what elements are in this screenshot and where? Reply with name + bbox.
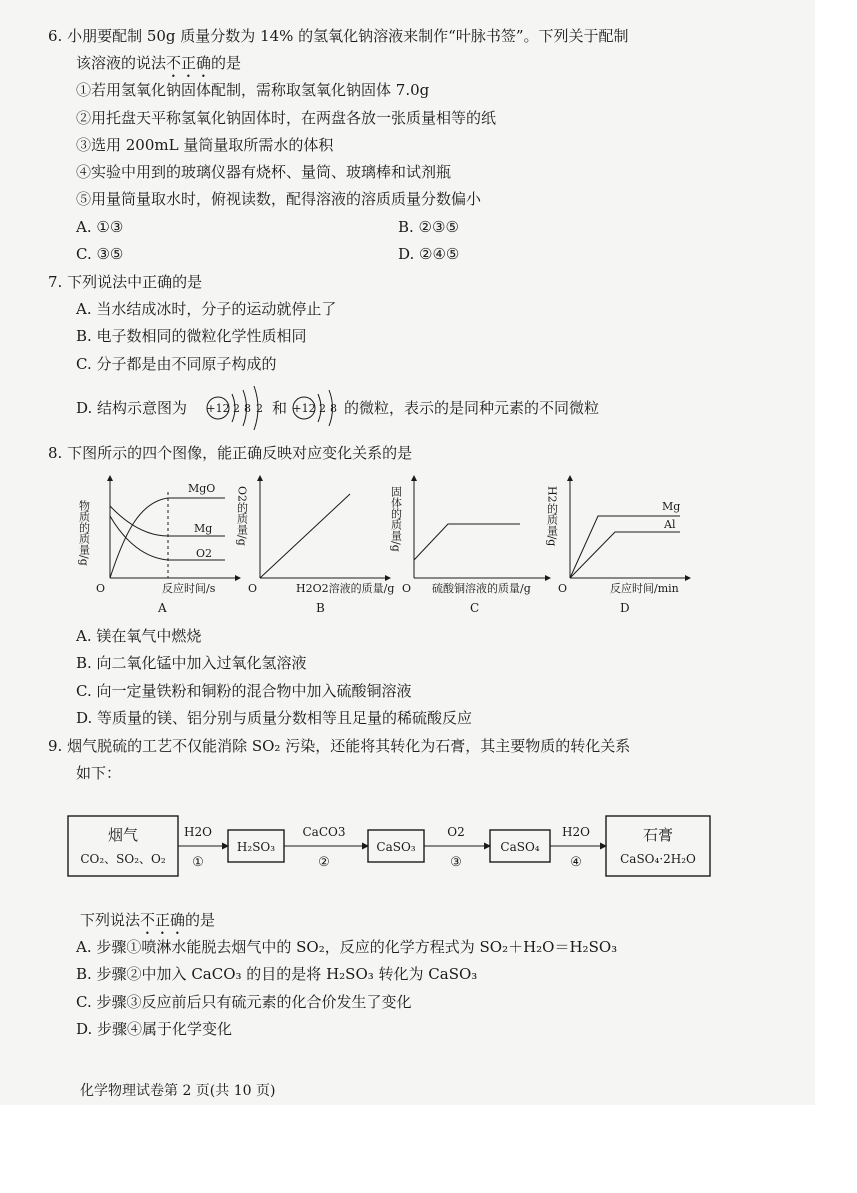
- q6-statement-5: ⑤用量筒量取水时，俯视读数，配得溶液的溶质质量分数偏小: [76, 190, 482, 208]
- reagent-4: H2O: [562, 825, 590, 839]
- box-gypsum: [606, 816, 710, 876]
- product-h2so3: H₂SO₃: [236, 840, 276, 854]
- atom-diagram-1: [202, 382, 272, 432]
- graph-c-ylabel: 固体的质量/g: [389, 486, 403, 552]
- q8-stem: 8. 下图所示的四个图像，能正确反映对应变化关系的是: [48, 444, 413, 462]
- graph-d-label-mg: Mg: [662, 500, 681, 513]
- q6-statement-1: ①若用氢氧化钠固体配制，需称取氢氧化钠固体 7.0g: [76, 81, 430, 99]
- q8-option-a: A. 镁在氧气中燃烧: [76, 627, 202, 645]
- q6-statement-2: ②用托盘天平称氢氧化钠固体时，在两盘各放一张质量相等的纸: [76, 109, 497, 127]
- graph-d-origin: O: [558, 582, 568, 595]
- q6-stem-post: 的是: [211, 54, 242, 72]
- q6-stem-line2: [76, 53, 241, 81]
- product-caso3: CaSO₃: [376, 840, 416, 854]
- q9-substem: [80, 910, 215, 938]
- graph-a: [78, 476, 241, 615]
- q6-option-d: D. ②④⑤: [398, 245, 460, 263]
- graph-d-ylabel: H2的质量/g: [545, 486, 559, 547]
- q9-stem-line1: 9. 烟气脱硫的工艺不仅能消除 SO₂ 污染，还能将其转化为石膏，其主要物质的转化关系: [48, 737, 631, 755]
- graph-d-label-al: Al: [664, 518, 676, 531]
- graph-d-caption: D: [620, 601, 630, 615]
- q7-option-d-pre: D. 结构示意图为: [76, 399, 188, 417]
- graph-b: [236, 476, 395, 615]
- q7-stem: 7. 下列说法中正确的是: [48, 273, 203, 291]
- graph-a-ylabel: 物质的质量/g: [77, 500, 91, 566]
- graph-a-origin: O: [96, 582, 106, 595]
- graph-a-label-o2: O2: [196, 547, 213, 560]
- q7-option-d-mid: 和: [272, 399, 288, 417]
- graph-a-caption: A: [158, 601, 167, 615]
- line-solid-mass: [414, 524, 520, 560]
- q6-statement-4: ④实验中用到的玻璃仪器有烧杯、量筒、玻璃棒和试剂瓶: [76, 163, 452, 181]
- q9-option-d: D. 步骤④属于化学变化: [76, 1020, 233, 1038]
- q6-emphasis: 不正确: [166, 54, 212, 72]
- gypsum-title: 石膏: [642, 826, 674, 844]
- gypsum-formula: CaSO₄·2H₂O: [620, 852, 696, 866]
- q9-emphasis: 不正确: [140, 911, 186, 929]
- q9-stem-line2: 如下：: [76, 764, 122, 782]
- atom1-nucleus: +12: [206, 402, 230, 415]
- graph-a-label-mgo: MgO: [188, 482, 216, 495]
- graph-c-xlabel: 硫酸铜溶液的质量/g: [432, 582, 531, 595]
- atom2-nucleus: +12: [292, 402, 316, 415]
- graph-c-origin: O: [402, 582, 412, 595]
- graph-c-caption: C: [470, 601, 480, 615]
- q6-stem-pre: 该溶液的说法: [76, 54, 167, 72]
- q6-option-a: A. ①③: [76, 218, 124, 236]
- step-1: ①: [192, 855, 204, 870]
- atom1-shell-2: 8: [244, 402, 251, 415]
- q8-option-c: C. 向一定量铁粉和铜粉的混合物中加入硫酸铜溶液: [76, 682, 412, 700]
- reagent-1: H2O: [184, 825, 212, 839]
- atom1-shell-3: 2: [256, 402, 263, 415]
- graph-c: [390, 476, 551, 615]
- q6-statement-3: ③选用 200mL 量筒量取所需水的体积: [76, 136, 334, 154]
- graph-b-xlabel: H2O2溶液的质量/g: [296, 582, 395, 595]
- q6-stem-line1: 6. 小朋要配制 50g 质量分数为 14% 的氢氧化钠溶液来制作“叶脉书签”。下列关于配制: [48, 27, 629, 45]
- q7-option-c: C. 分子都是由不同原子构成的: [76, 355, 277, 373]
- atom-diagram-2: [288, 382, 344, 432]
- line-o2: [260, 494, 350, 578]
- q7-option-d-post: 的微粒，表示的是同种元素的不同微粒: [344, 399, 600, 417]
- q8-graphs: [77, 472, 800, 622]
- graph-d-xlabel: 反应时间/min: [610, 582, 679, 595]
- q9-substem-pre: 下列说法: [80, 911, 141, 929]
- step-4: ④: [570, 855, 582, 870]
- graph-a-xlabel: 反应时间/s: [162, 582, 216, 595]
- q9-option-b: B. 步骤②中加入 CaCO₃ 的目的是将 H₂SO₃ 转化为 CaSO₃: [76, 965, 478, 983]
- graph-b-origin: O: [248, 582, 258, 595]
- atom1-shell-1: 2: [233, 402, 240, 415]
- product-caso4: CaSO₄: [500, 840, 540, 854]
- q9-option-c: C. 步骤③反应前后只有硫元素的化合价发生了变化: [76, 993, 412, 1011]
- q7-option-a: A. 当水结成冰时，分子的运动就停止了: [76, 300, 337, 318]
- atom2-shell-1: 2: [319, 402, 326, 415]
- flue-gas-title: 烟气: [107, 826, 139, 844]
- graph-b-ylabel: O2的质量/g: [235, 486, 249, 546]
- graph-b-caption: B: [316, 601, 325, 615]
- box-flue-gas: [68, 816, 178, 876]
- flue-gas-components: CO₂、SO₂、O₂: [80, 852, 166, 866]
- page-footer: 化学物理试卷第 2 页(共 10 页): [80, 1083, 276, 1099]
- q9-flow-diagram: [64, 810, 724, 890]
- q9-substem-post: 的是: [185, 911, 216, 929]
- q8-option-d: D. 等质量的镁、铝分别与质量分数相等且足量的稀硫酸反应: [76, 709, 473, 727]
- graph-a-label-mg: Mg: [194, 522, 213, 535]
- q7-option-b: B. 电子数相同的微粒化学性质相同: [76, 327, 307, 345]
- reagent-2: CaCO3: [302, 825, 346, 839]
- reagent-3: O2: [447, 825, 465, 839]
- q9-option-a: A. 步骤①喷淋水能脱去烟气中的 SO₂，反应的化学方程式为 SO₂＋H₂O＝H₂SO₃: [76, 938, 618, 956]
- atom2-shell-2: 8: [330, 402, 337, 415]
- q8-option-b: B. 向二氧化锰中加入过氧化氢溶液: [76, 654, 307, 672]
- step-2: ②: [318, 855, 330, 870]
- q6-option-b: B. ②③⑤: [398, 218, 459, 236]
- graph-d: [546, 476, 691, 615]
- q6-option-c: C. ③⑤: [76, 245, 124, 263]
- step-3: ③: [450, 855, 462, 870]
- line-al: [570, 532, 680, 578]
